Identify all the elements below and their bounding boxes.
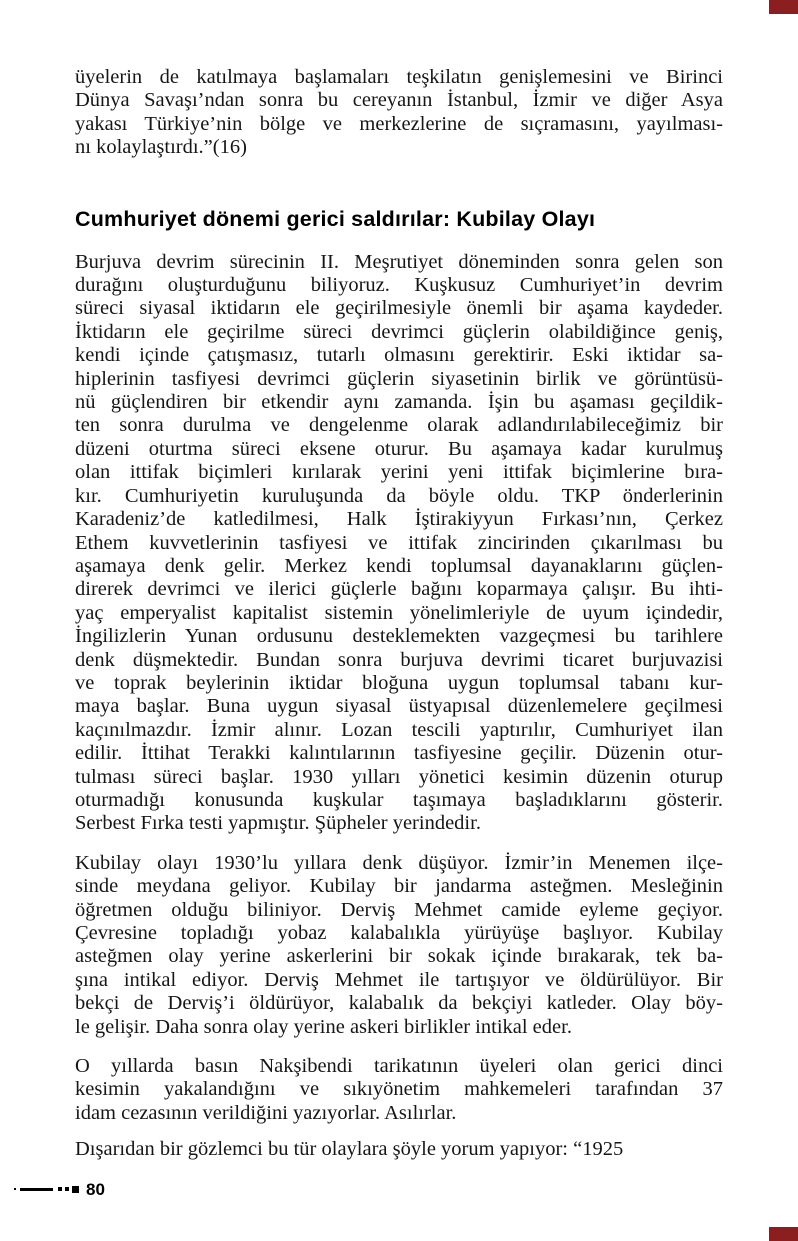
text-line: direrek devrimci ve ilerici güçlerle bağını koparmaya çalışır. Bu ihti- bbox=[75, 578, 723, 601]
section-heading: Cumhuriyet dönemi gerici saldırılar: Kubilay Olayı bbox=[75, 206, 596, 231]
text-line: denk düşmektedir. Bundan sonra burjuva devrimi ticaret burjuvazisi bbox=[75, 648, 723, 671]
page-number: 80 bbox=[86, 1179, 105, 1199]
footer-square-ornament bbox=[58, 1187, 62, 1191]
text-line: düzeni oturtma süreci eksene oturur. Bu aşamaya kadar kurulmuş bbox=[75, 437, 723, 460]
text-line: idam cezasının verildiğini yazıyorlar. Asılırlar. bbox=[75, 1101, 457, 1124]
text-block bbox=[75, 66, 723, 1162]
text-line: le gelişir. Daha sonra olay yerine askeri birlikler intikal eder. bbox=[75, 1015, 572, 1038]
paragraph-burjuva-devrim bbox=[75, 251, 723, 836]
paragraph-naksibendi bbox=[75, 1055, 723, 1125]
text-line: aşamaya denk gelir. Merkez kendi toplumsal dayanaklarını güçlen- bbox=[75, 554, 723, 577]
text-line: nü güçlendiren bir etkendir aynı zamanda. İşin bu aşaması geçildik- bbox=[75, 391, 723, 414]
text-line: İktidarın ele geçirilme süreci devrimci güçlerin olabildiğince geniş, bbox=[75, 320, 723, 343]
text-line: durağını oluşturduğunu biliyoruz. Kuşkusuz Cumhuriyet’in devrim bbox=[75, 274, 723, 297]
footer-square-ornament bbox=[72, 1186, 79, 1193]
text-line: yakası Türkiye’nin bölge ve merkezlerine de sıçramasını, yayılması- bbox=[75, 112, 723, 135]
footer-dot-ornament bbox=[14, 1188, 16, 1190]
text-line: asteğmen olay yerine askerlerini bir sokak içinde bırakarak, tek ba- bbox=[75, 945, 723, 968]
text-line: Dünya Savaşı’ndan sonra bu cereyanın İstanbul, İzmir ve diğer Asya bbox=[75, 89, 723, 112]
text-line: kendi içinde çatışmasız, tutarlı olmasını gerektirir. Eski iktidar sa- bbox=[75, 344, 723, 367]
text-line: yaç emperyalist kapitalist sistemin yönelimleriyle de uyum içindedir, bbox=[75, 601, 723, 624]
corner-bleed-mark-top-right bbox=[769, 0, 798, 14]
text-line: maya başlar. Buna uygun siyasal üstyapısal düzenlemelere geçilmesi bbox=[75, 695, 723, 718]
corner-bleed-mark-bottom-right bbox=[769, 1227, 798, 1241]
footer-rule-ornament bbox=[20, 1188, 53, 1191]
text-line: nı kolaylaştırdı.”(16) bbox=[75, 136, 247, 159]
text-line: O yıllarda basın Nakşibendi tarikatının üyeleri olan gerici dinci bbox=[75, 1055, 723, 1078]
text-line: oturmadığı konusunda kuşkular taşımaya başladıklarını gösterir. bbox=[75, 788, 723, 811]
text-line: Kubilay olayı 1930’lu yıllara denk düşüyor. İzmir’in Menemen ilçe- bbox=[75, 851, 723, 874]
text-line: kır. Cumhuriyetin kuruluşunda da böyle oldu. TKP önderlerinin bbox=[75, 484, 723, 507]
text-line: Ethem kuvvetlerinin tasfiyesi ve ittifak zincirinden çıkarılması bu bbox=[75, 531, 723, 554]
text-line: bekçi de Derviş’i öldürüyor, kalabalık da bekçiyi katleder. Olay böy- bbox=[75, 992, 723, 1015]
page-footer bbox=[14, 1180, 105, 1198]
text-line: edilir. İttihat Terakki kalıntılarının tasfiyesine geçilir. Düzenin otur- bbox=[75, 742, 723, 765]
text-line: süreci siyasal iktidarın ele geçirilmesiyle önemli bir aşama kaydeder. bbox=[75, 297, 723, 320]
text-line: Çevresine topladığı yobaz kalabalıkla yürüyüşe başlıyor. Kubilay bbox=[75, 922, 723, 944]
text-line: hiplerinin tasfiyesi devrimci güçlerin siyasetinin birlik ve görüntüsü- bbox=[75, 367, 723, 390]
text-line: Dışarıdan bir gözlemci bu tür olaylara şöyle yorum yapıyor: “1925 bbox=[75, 1138, 624, 1161]
text-line: Burjuva devrim sürecinin II. Meşrutiyet döneminden sonra gelen son bbox=[75, 250, 723, 273]
text-line: ten sonra durulma ve dengelenme olarak adlandırılabileceğimiz bir bbox=[75, 414, 723, 437]
text-line: şına intikal ediyor. Derviş Mehmet ile tartışıyor ve öldürülüyor. Bir bbox=[75, 968, 723, 991]
text-line: ve toprak beylerinin iktidar bloğuna uygun toplumsal tabanı kur- bbox=[75, 671, 723, 694]
text-line: Karadeniz’de katledilmesi, Halk İştirakiyyun Fırkası’nın, Çerkez bbox=[75, 508, 723, 531]
paragraph-kubilay-olayi bbox=[75, 852, 723, 1039]
text-line: olan ittifak biçimleri kırılarak yerini yeni ittifak biçimlerine bıra- bbox=[75, 461, 723, 484]
text-line: tulması süreci başlar. 1930 yılları yönetici kesimin düzenin oturup bbox=[75, 765, 723, 788]
paragraph-continuation bbox=[75, 66, 723, 160]
text-line: sinde meydana geliyor. Kubilay bir jandarma asteğmen. Mesleğinin bbox=[75, 875, 723, 898]
text-line: öğretmen olduğu biliniyor. Derviş Mehmet camide eyleme geçiyor. bbox=[75, 898, 723, 921]
text-line: üyelerin de katılmaya başlamaları teşkilatın genişlemesini ve Birinci bbox=[75, 66, 723, 88]
text-line: İngilizlerin Yunan ordusunu desteklemekten vazgeçmesi bu tarihlere bbox=[75, 625, 723, 648]
paragraph-gozlemci bbox=[75, 1138, 723, 1161]
text-line: Serbest Fırka testi yapmıştır. Şüpheler yerindedir. bbox=[75, 812, 481, 835]
footer-square-ornament bbox=[65, 1187, 69, 1191]
text-line: kesimin yakalandığını ve sıkıyönetim mahkemeleri tarafından 37 bbox=[75, 1078, 723, 1101]
text-line: kaçınılmazdır. İzmir alınır. Lozan tescili yaptırılır, Cumhuriyet ilan bbox=[75, 718, 723, 741]
